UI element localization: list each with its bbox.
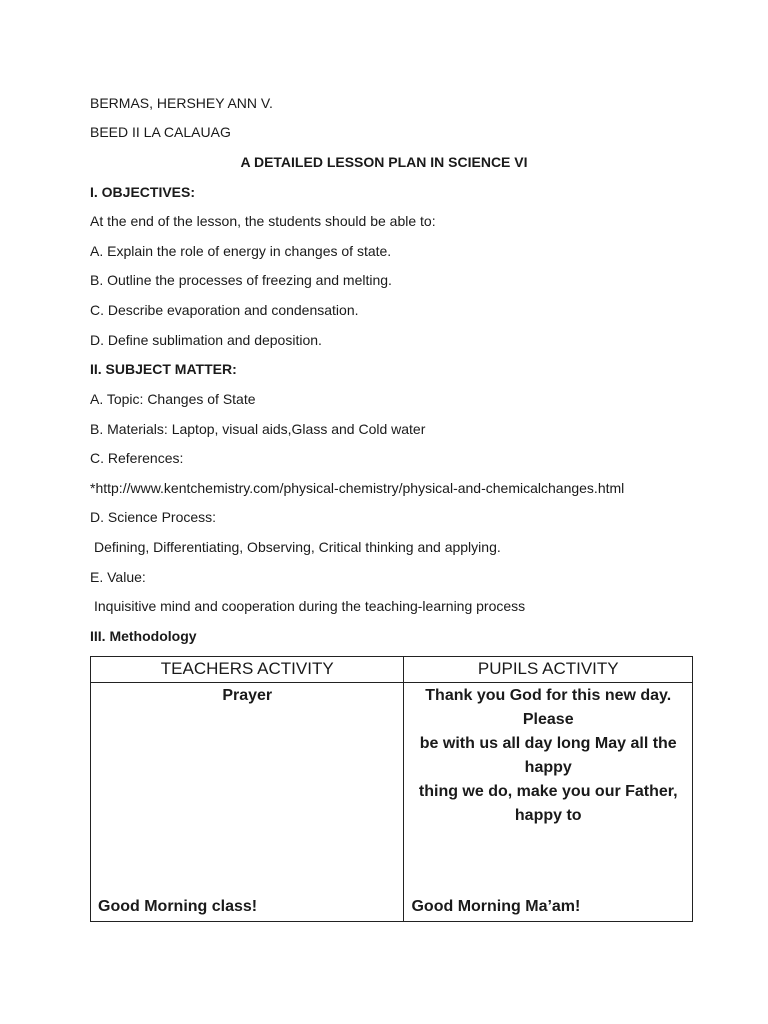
value-text: Inquisitive mind and cooperation during the teaching-learning process [94,598,526,614]
pupil-greeting: Good Morning Ma’am! [411,898,581,915]
methodology-table [90,656,693,922]
value-label: E. Value: [90,569,146,585]
science-process-label: D. Science Process: [90,509,217,525]
prayer-line: happy [524,759,572,776]
document-title: A DETAILED LESSON PLAN IN SCIENCE VI [240,154,528,170]
references-label: C. References: [90,450,184,466]
objective-item: C. Describe evaporation and condensation. [90,302,359,318]
reference-url: *http://www.kentchemistry.com/physical-chemistry/physical-and-chemicalchanges.html [90,480,625,496]
column-header-teacher: TEACHERS ACTIVITY [91,657,404,683]
methodology-heading: III. Methodology [90,628,197,644]
prayer-line: be with us all day long May all the [419,735,677,752]
materials-line: B. Materials: Laptop, visual aids,Glass and Cold water [90,421,426,437]
objective-item: A. Explain the role of energy in changes of state. [90,243,392,259]
objective-item: B. Outline the processes of freezing and melting. [90,272,392,288]
prayer-line: thing we do, make you our Father, [418,783,678,800]
subject-matter-heading: II. SUBJECT MATTER: [90,361,237,377]
objective-item: D. Define sublimation and deposition. [90,332,322,348]
teacher-activity-cell [91,683,404,922]
author-name: BERMAS, HERSHEY ANN V. [90,95,273,111]
objectives-heading: I. OBJECTIVES: [90,184,196,200]
prayer-line: Thank you God for this new day. [425,687,672,704]
topic-line: A. Topic: Changes of State [90,391,256,407]
science-process-text: Defining, Differentiating, Observing, Critical thinking and applying. [94,539,501,555]
prayer-line: Please [522,711,574,728]
pupil-prayer [404,683,692,828]
column-header-pupils: PUPILS ACTIVITY [404,657,693,683]
table-row [91,683,693,922]
objectives-intro: At the end of the lesson, the students should be able to: [90,213,436,229]
teacher-prayer: Prayer [222,687,273,704]
prayer-line: happy to [514,807,582,824]
pupil-activity-cell [404,683,693,922]
teacher-greeting: Good Morning class! [98,898,258,915]
table-header-row [91,657,693,683]
course-section: BEED II LA CALAUAG [90,124,231,140]
